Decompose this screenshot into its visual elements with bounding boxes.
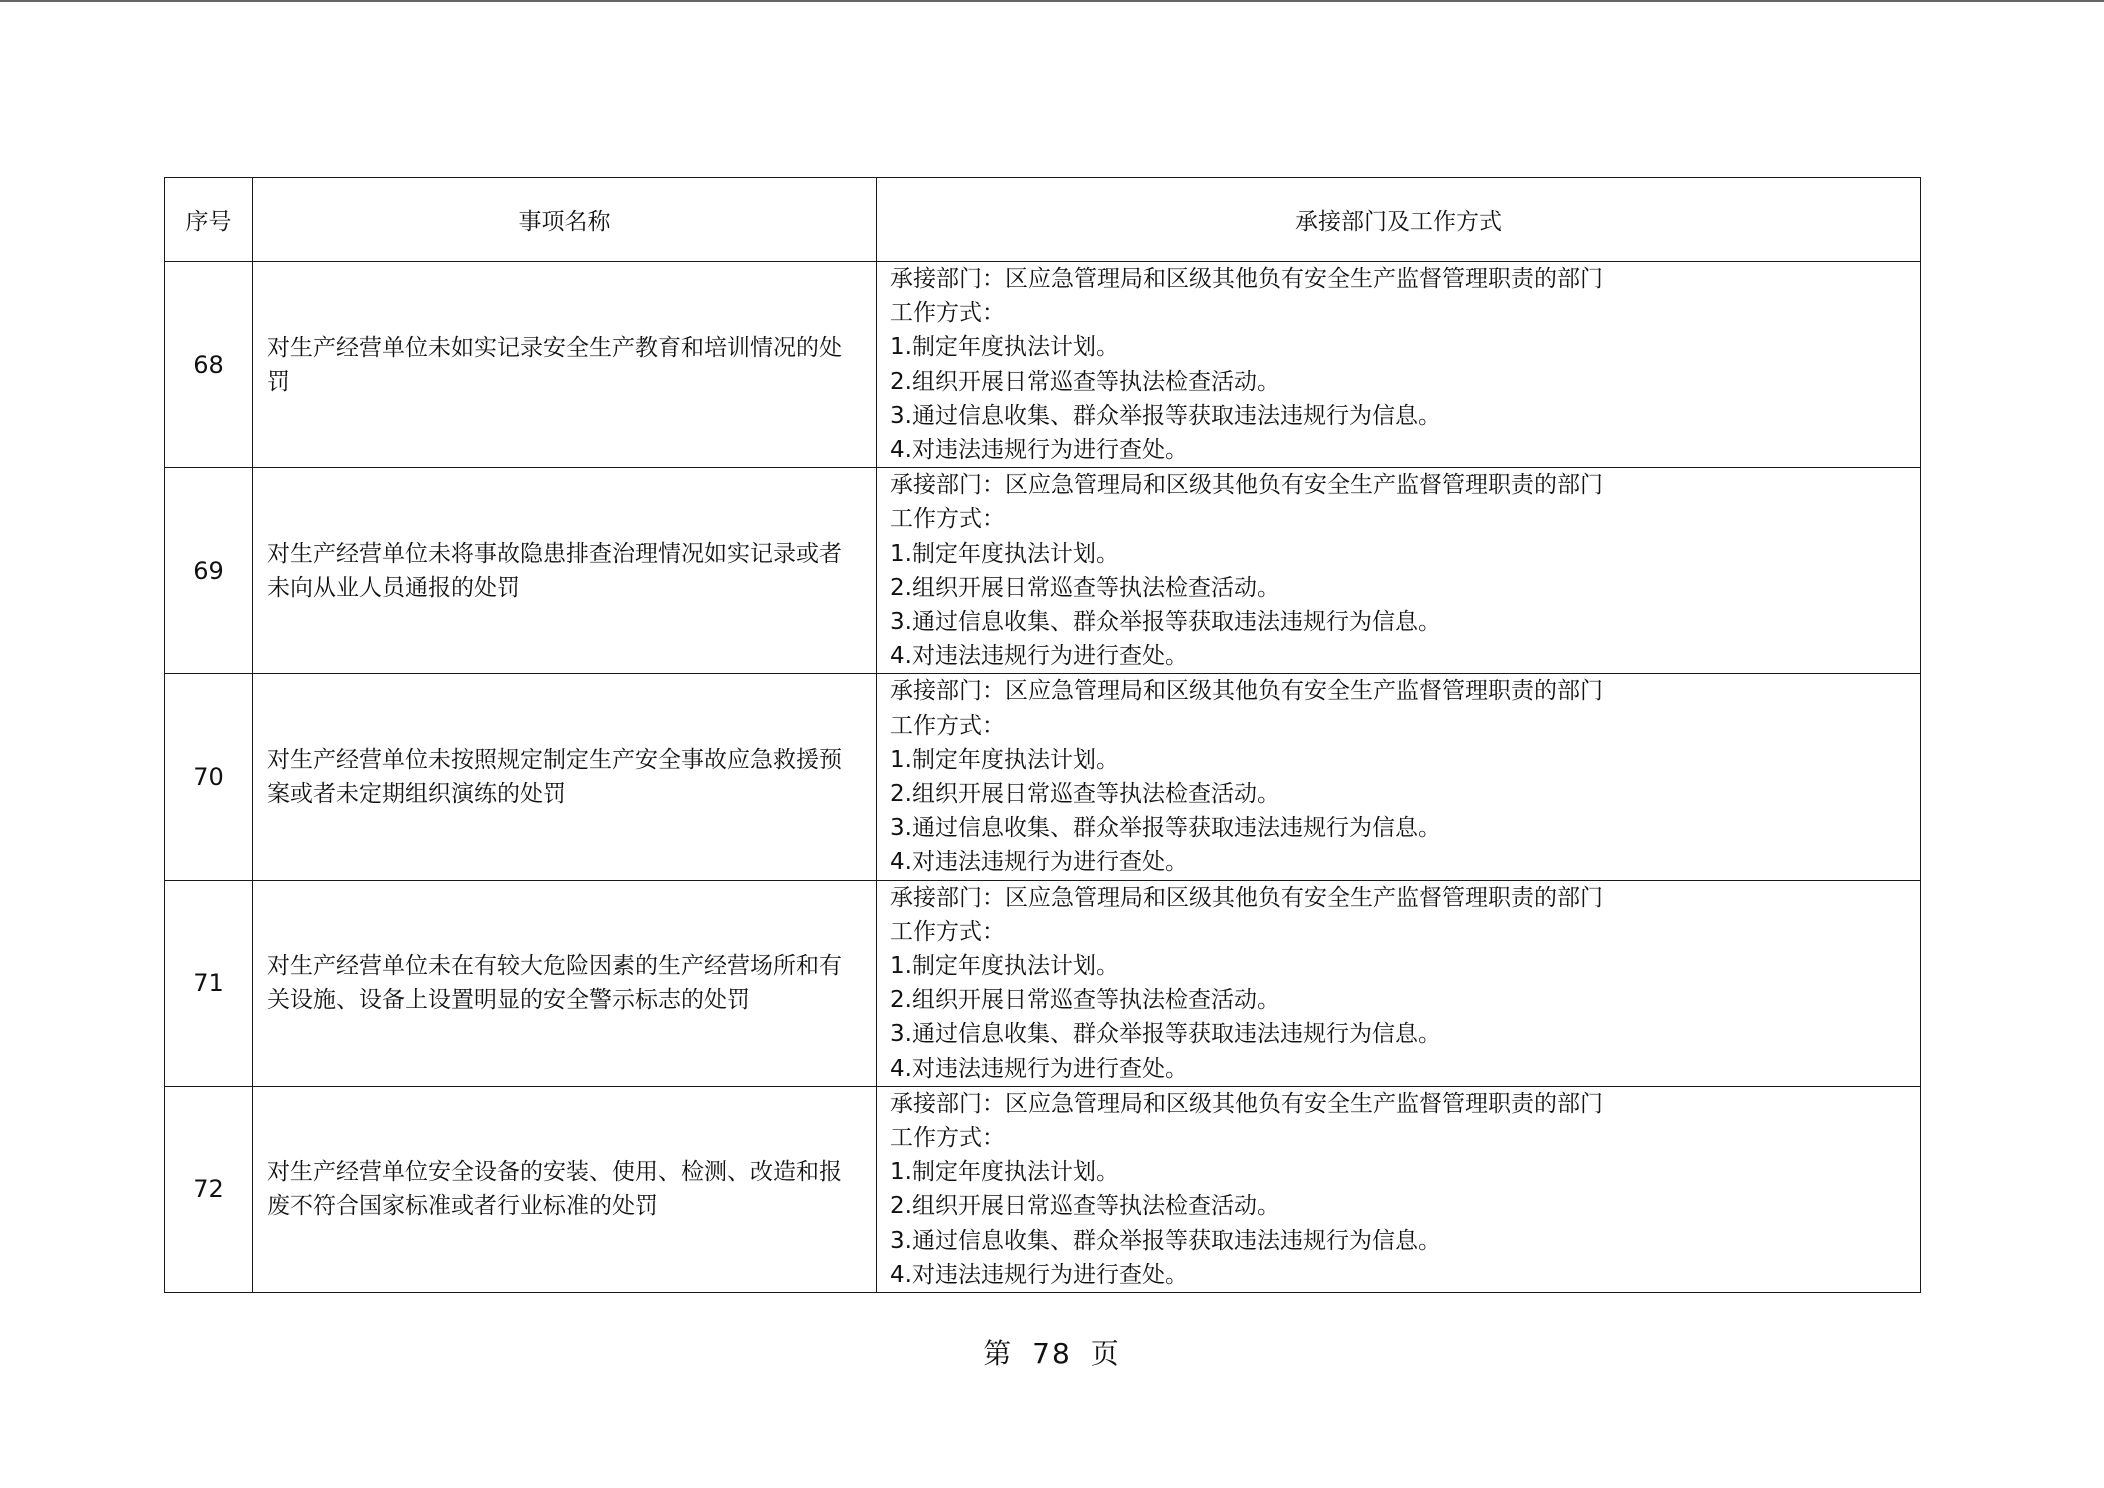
method-step: 3.通过信息收集、群众举报等获取违法违规行为信息。 [890,402,1441,429]
method-step: 4.对违法违规行为进行查处。 [890,437,1188,464]
method-step: 3.通过信息收集、群众举报等获取违法违规行为信息。 [890,609,1441,636]
department-line: 承接部门：区应急管理局和区级其他负有安全生产监督管理职责的部门 [890,1090,1603,1117]
method-step: 3.通过信息收集、群众举报等获取违法违规行为信息。 [890,1021,1441,1048]
method-step: 1.制定年度执法计划。 [890,1159,1119,1186]
row-serial-number: 71 [165,880,253,1086]
method-step: 4.对违法违规行为进行查处。 [890,643,1188,670]
row-department-method [877,468,1921,674]
method-label: 工作方式： [890,712,1005,739]
row-item-name: 对生产经营单位安全设备的安装、使用、检测、改造和报废不符合国家标准或者行业标准的处罚 [253,1086,877,1292]
method-step: 1.制定年度执法计划。 [890,334,1119,361]
method-step: 3.通过信息收集、群众举报等获取违法违规行为信息。 [890,1227,1441,1254]
department-line: 承接部门：区应急管理局和区级其他负有安全生产监督管理职责的部门 [890,884,1603,911]
department-line: 承接部门：区应急管理局和区级其他负有安全生产监督管理职责的部门 [890,266,1603,292]
table-row [165,880,1921,1086]
method-step: 2.组织开展日常巡查等执法检查活动。 [890,987,1280,1014]
method-step: 4.对违法违规行为进行查处。 [890,849,1188,876]
method-step: 2.组织开展日常巡查等执法检查活动。 [890,574,1280,601]
header-item-name: 事项名称 [253,178,877,262]
method-label: 工作方式： [890,918,1005,945]
row-item-name: 对生产经营单位未按照规定制定生产安全事故应急救援预案或者未定期组织演练的处罚 [253,674,877,880]
header-department-method: 承接部门及工作方式 [877,178,1921,262]
top-border-line [0,0,2104,2]
row-item-name: 对生产经营单位未将事故隐患排查治理情况如实记录或者未向从业人员通报的处罚 [253,468,877,674]
method-step: 2.组织开展日常巡查等执法检查活动。 [890,1193,1280,1220]
page-footer [0,1332,2104,1372]
department-line: 承接部门：区应急管理局和区级其他负有安全生产监督管理职责的部门 [890,472,1603,499]
row-serial-number: 69 [165,468,253,674]
method-step: 1.制定年度执法计划。 [890,953,1119,980]
row-department-method [877,674,1921,880]
method-step: 1.制定年度执法计划。 [890,540,1119,567]
page-number: 78 [1032,1337,1072,1370]
method-step: 4.对违法违规行为进行查处。 [890,1261,1188,1288]
method-step: 2.组织开展日常巡查等执法检查活动。 [890,781,1280,808]
method-step: 4.对违法违规行为进行查处。 [890,1055,1188,1082]
row-department-method [877,880,1921,1086]
page-suffix: 页 [1090,1337,1121,1370]
method-step: 2.组织开展日常巡查等执法检查活动。 [890,368,1280,395]
row-serial-number: 68 [165,262,253,468]
row-item-name: 对生产经营单位未如实记录安全生产教育和培训情况的处罚 [253,262,877,468]
responsibility-table [164,177,1921,1293]
department-line: 承接部门：区应急管理局和区级其他负有安全生产监督管理职责的部门 [890,678,1603,705]
page-prefix: 第 [983,1337,1014,1370]
row-department-method [877,262,1921,468]
row-item-name: 对生产经营单位未在有较大危险因素的生产经营场所和有关设施、设备上设置明显的安全警示标志的处罚 [253,880,877,1086]
table-header-row [165,178,1921,262]
header-serial-number: 序号 [165,178,253,262]
row-serial-number: 70 [165,674,253,880]
table-row [165,674,1921,880]
method-step: 3.通过信息收集、群众举报等获取违法违规行为信息。 [890,815,1441,842]
row-department-method [877,1086,1921,1292]
method-step: 1.制定年度执法计划。 [890,746,1119,773]
table-row [165,1086,1921,1292]
row-serial-number: 72 [165,1086,253,1292]
method-label: 工作方式： [890,300,1005,327]
method-label: 工作方式： [890,506,1005,533]
method-label: 工作方式： [890,1125,1005,1152]
table-row [165,262,1921,468]
table-row [165,468,1921,674]
